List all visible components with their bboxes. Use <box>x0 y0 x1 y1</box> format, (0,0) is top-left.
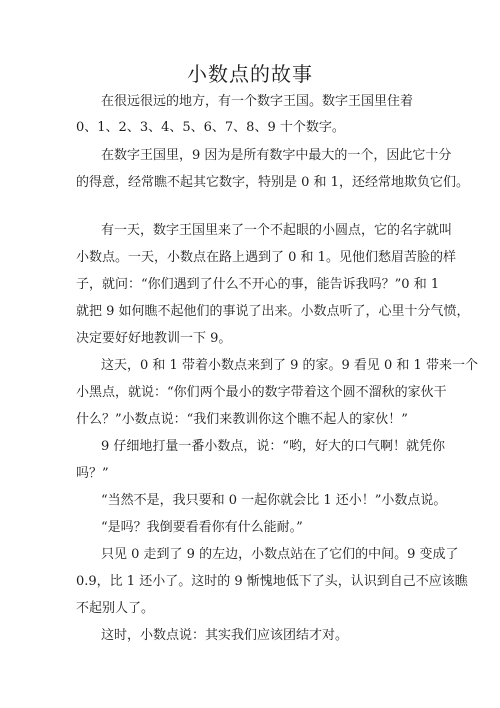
text-line: 小黑点，就说：“你们两个最小的数字带着这个圆不溜秋的家伙干 <box>76 385 447 400</box>
text-line: 什么？”小数点说：“我们来教训你这个瞧不起人的家伙！” <box>76 412 408 427</box>
text-line: 不起别人了。 <box>76 601 155 616</box>
text-line: 0、1、2、3、4、5、6、7、8、9 十个数字。 <box>76 120 345 135</box>
text-line: 0.9，比 1 还小了。这时的 9 惭愧地低下了头，认识到自己不应该瞧 <box>76 574 468 589</box>
text-line: “是吗？我倒要看看你有什么能耐。” <box>101 520 303 535</box>
text-line: 9 仔细地打量一番小数点，说：“哟，好大的口气啊！就凭你 <box>101 439 446 454</box>
text-line: “当然不是，我只要和 0 一起你就会比 1 还小！”小数点说。 <box>101 493 447 508</box>
text-line: 子，就问：“你们遇到了什么不开心的事，能告诉我吗？”0 和 1 <box>76 277 440 292</box>
text-line: 只见 0 走到了 9 的左边，小数点站在了它们的中间。9 变成了 <box>101 547 459 562</box>
text-line: 在数字王国里，9 因为是所有数字中最大的一个，因此它十分 <box>101 148 452 163</box>
text-line: 有一天，数字王国里来了一个不起眼的小圆点，它的名字就叫 <box>101 223 453 238</box>
text-line: 决定要好好地教训一下 9。 <box>76 331 232 346</box>
document-title: 小数点的故事 <box>187 62 313 86</box>
text-line: 这天，0 和 1 带着小数点来到了 9 的家。9 看见 0 和 1 带来一个 <box>101 358 478 373</box>
text-line: 小数点。一天，小数点在路上遇到了 0 和 1。见他们愁眉苦脸的样 <box>76 250 456 265</box>
text-line: 吗？” <box>76 466 109 481</box>
text-line: 的得意，经常瞧不起其它数字，特别是 0 和 1，还经常地欺负它们。 <box>76 175 469 190</box>
text-line: 这时，小数点说：其实我们应该团结才对。 <box>101 628 349 643</box>
text-line: 就把 9 如何瞧不起他们的事说了出来。小数点听了，心里十分气愤， <box>76 304 470 319</box>
text-line: 在很远很远的地方，有一个数字王国。数字王国里住着 <box>101 94 414 109</box>
